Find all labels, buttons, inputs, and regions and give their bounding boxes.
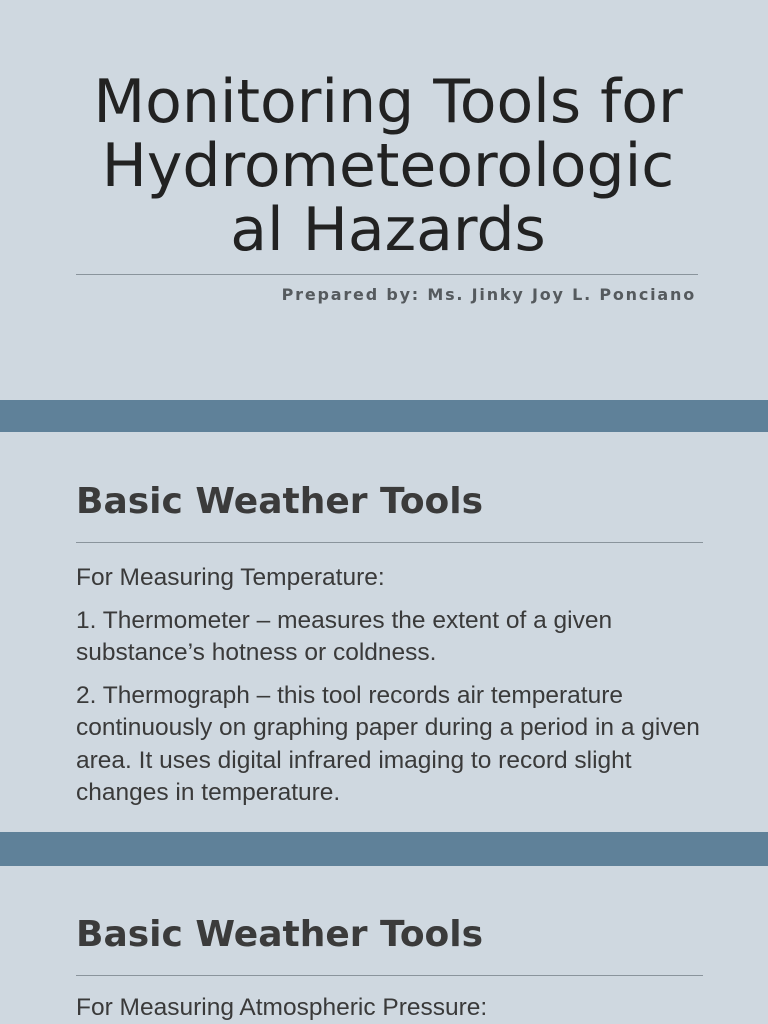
body-paragraph: 2. Thermograph – this tool records air temperature continuously on graphing paper during a period in a given area. It uses digital infrared imaging to record slight changes in temperature. [76, 681, 700, 806]
slide-separator [0, 400, 768, 432]
title-slide [0, 0, 768, 400]
slide-separator [0, 832, 768, 866]
body-paragraph: 1. Thermometer – measures the extent of a given substance’s hotness or coldness. [76, 606, 613, 666]
title-line-3: al Hazards [230, 195, 546, 265]
presentation-title [60, 67, 716, 265]
content-slide-pressure [0, 866, 768, 1024]
body-paragraph: For Measuring Temperature: [76, 564, 385, 591]
body-paragraph: For Measuring Atmospheric Pressure: [76, 994, 488, 1021]
presenter-subtitle: Prepared by: Ms. Jinky Joy L. Ponciano [281, 285, 696, 304]
content-slide-temperature [0, 432, 768, 832]
title-line-2: Hydrometeorologic [101, 131, 675, 201]
slide-body [76, 562, 704, 820]
title-line-1: Monitoring Tools for [93, 67, 683, 137]
slide-heading: Basic Weather Tools [76, 914, 484, 955]
heading-divider [76, 975, 703, 976]
title-divider [76, 274, 698, 275]
heading-divider [76, 542, 703, 543]
slide-heading: Basic Weather Tools [76, 481, 484, 522]
slide-body [76, 992, 704, 1024]
